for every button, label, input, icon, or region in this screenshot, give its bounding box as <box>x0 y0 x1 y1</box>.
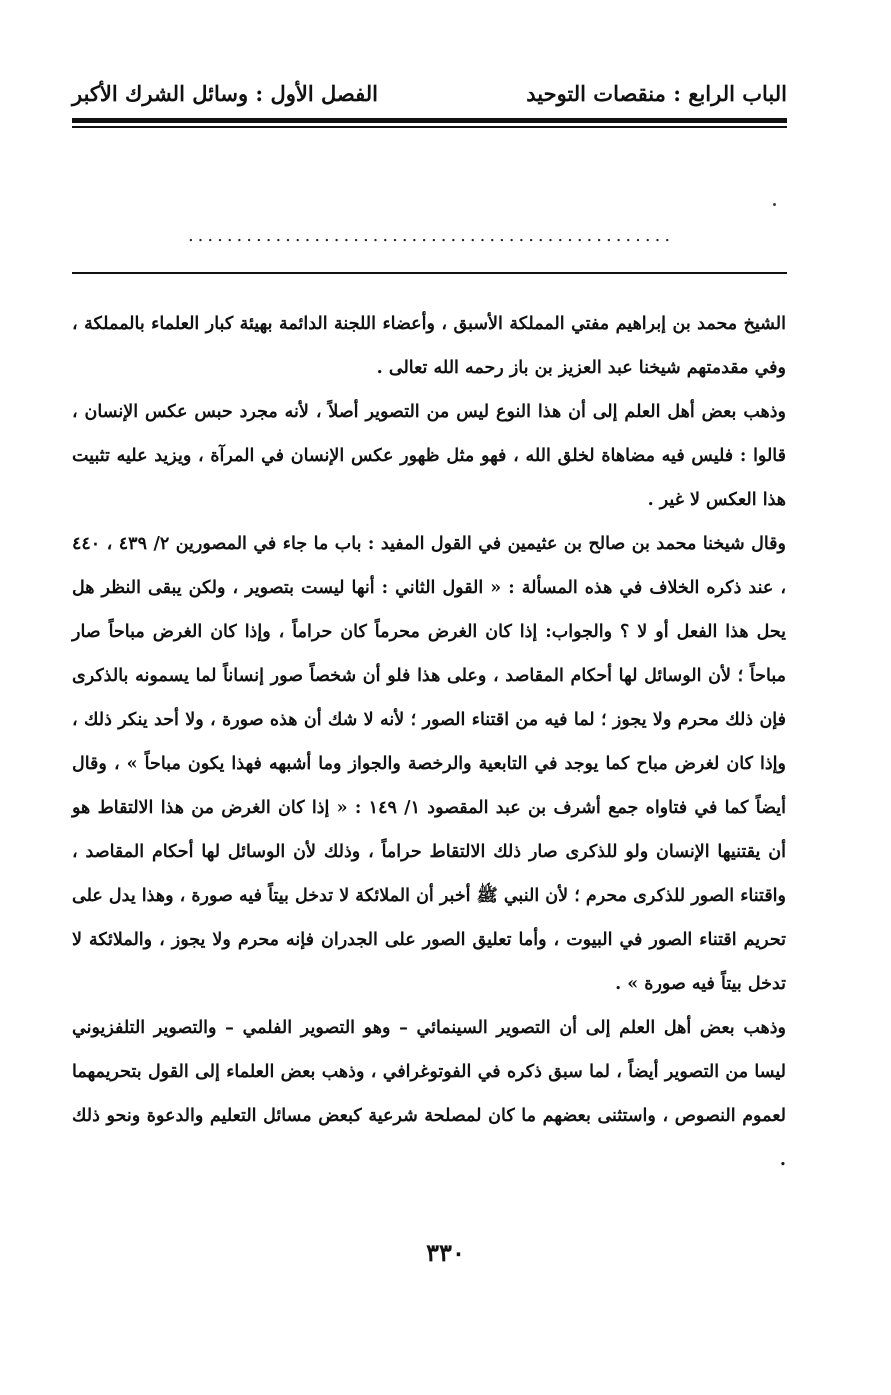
body-text <box>72 302 786 1182</box>
paragraph: وذهب بعض أهل العلم إلى أن التصوير السينمائي – وهو التصوير الفلمي – والتصوير التلفزيوني ليسا من التصوير أيضاً ، لما سبق ذكره في الفوتوغرافي ، وذهب بعض العلماء إلى القول بتحريمهما لعموم النصوص ، واستثنى بعضهم ما كان لمصلحة شرعية كبعض مسائل التعليم والدعوة ونحو ذلك . <box>72 1018 786 1170</box>
header-book-part: الباب الرابع : منقصات التوحيد <box>526 81 787 106</box>
header-chapter: الفصل الأول : وسائل الشرك الأكبر <box>72 81 378 106</box>
paragraph: الشيخ محمد بن إبراهيم مفتي المملكة الأسبق ، وأعضاء اللجنة الدائمة بهيئة كبار العلماء بالمملكة ، وفي مقدمتهم شيخنا عبد العزيز بن باز رحمه الله تعالى . <box>72 314 786 378</box>
page-number: ٣٣٠ <box>426 1238 465 1267</box>
paragraph: وقال شيخنا محمد بن صالح بن عثيمين في القول المفيد : باب ما جاء في المصورين ٢/ ٤٣٩ ، ٤٤٠ ، عند ذكره الخلاف في هذه المسألة : « القول الثاني : أنها ليست بتصوير ، ولكن يبقى النظر هل يحل هذا الفعل أو لا ؟ والجواب: إذا كان الغرض محرماً كان حراماً ، وإذا كان الغرض مباحاً صار مباحاً ؛ لأن الوسائل لها أحكام المقاصد ، وعلى هذا فلو أن شخصاً صور إنساناً لما يسمونه بالذكرى فإن ذلك محرم ولا يجوز ؛ لما فيه من اقتناء الصور ؛ لأنه لا شك أن هذه صورة ، ولا أحد ينكر ذلك ، وإذا كان لغرض مباح كما يوجد في التابعية والرخصة والجواز وما أشبهه فهذا يكون مباحاً » ، وقال أيضاً كما في فتاواه جمع أشرف بن عبد المقصود ١/ ١٤٩ : « إذا كان الغرض من هذا الالتقاط هو أن يقتنيها الإنسان ولو للذكرى صار ذلك الالتقاط حراماً ، وذلك لأن الوسائل لها أحكام المقاصد ، واقتناء الصور للذكرى محرم ؛ لأن النبي ﷺ أخبر أن الملائكة لا تدخل بيتاً فيه صورة ، وهذا يدل على تحريم اقتناء الصور في البيوت ، وأما تعليق الصور على الجدران فإنه محرم ولا يجوز ، والملائكة لا تدخل بيتاً فيه صورة » . <box>72 534 786 994</box>
running-header <box>72 76 787 112</box>
paragraph: وذهب بعض أهل العلم إلى أن هذا النوع ليس من التصوير أصلاً ، لأنه مجرد حبس عكس الإنسان ، قالوا : فليس فيه مضاهاة لخلق الله ، فهو مثل ظهور عكس الإنسان في المرآة ، ويزيد عليه تثبيت هذا العكس لا غير . <box>72 402 786 510</box>
header-rule-thin <box>72 126 787 128</box>
section-rule <box>72 272 787 274</box>
omission-dots: .................................................. <box>187 226 675 246</box>
stray-mark <box>773 203 776 206</box>
header-rule-thick <box>72 118 787 123</box>
